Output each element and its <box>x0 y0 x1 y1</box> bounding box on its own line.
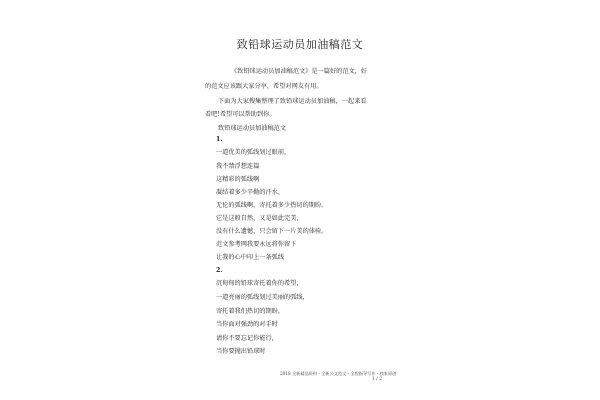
section-1-line-4: 凝结着多少辛勤的汗水， <box>216 189 285 196</box>
footer-text: 2018 全新精品资料 - 全新公文范文 - 全程指导写作 - 独家原创 <box>280 371 397 376</box>
section-2-line-4: 当你面对强劲的对手时 <box>216 321 278 328</box>
intro-line-4: 看吧!希望可以帮助到你。 <box>205 111 276 118</box>
document-title: 致铅球运动员加油稿范文 <box>236 38 364 51</box>
section-1-line-6: 它是这般自然，又是如此完美， <box>216 215 303 222</box>
section-1-line-8: 范文参考网我要永远将你留下 <box>216 241 297 248</box>
section-1-line-5: 无伦的弧线啊，寄托着多少热切的期盼。 <box>216 202 328 209</box>
intro-line-3: 下面为大家搜集整理了致铅球运动员加油稿，一起来看 <box>218 98 367 105</box>
section-1-line-9: 让我的心中印上一条弧线 <box>216 254 285 261</box>
subtitle: 致铅球运动员加油稿范文 <box>218 125 287 132</box>
section-2-line-1: 沉甸甸的铅球寄托着你的希望， <box>216 280 303 287</box>
section-1-line-3: 这精彩的弧线啊 <box>216 176 260 183</box>
intro-line-2: 的范文应该跟大家分享，希望对网友有用。 <box>205 83 323 90</box>
section-1-line-7: 没有什么遗憾，只会留下一片美的体验。 <box>216 228 328 235</box>
section-2-line-5: 请你不要忘记你能行， <box>216 335 278 342</box>
section-1-number: 1. <box>216 136 223 143</box>
page-number: 1 / 2 <box>372 377 383 382</box>
intro-line-1: 《致铅球运动员加油稿范文》是一篇好的范文，好 <box>231 68 368 75</box>
section-2-line-3: 寄托着我们热切的期盼， <box>216 308 285 315</box>
section-1-line-1: 一道优美的弧线划过眼前， <box>216 149 291 156</box>
section-2-number: 2. <box>216 267 223 274</box>
section-2-line-6: 当你要抛出铅球时 <box>216 348 266 355</box>
section-2-line-2: 一道亮丽的弧线划过美丽的弧线， <box>216 294 309 301</box>
section-1-line-2: 我不禁浮想连篇 <box>216 163 260 170</box>
